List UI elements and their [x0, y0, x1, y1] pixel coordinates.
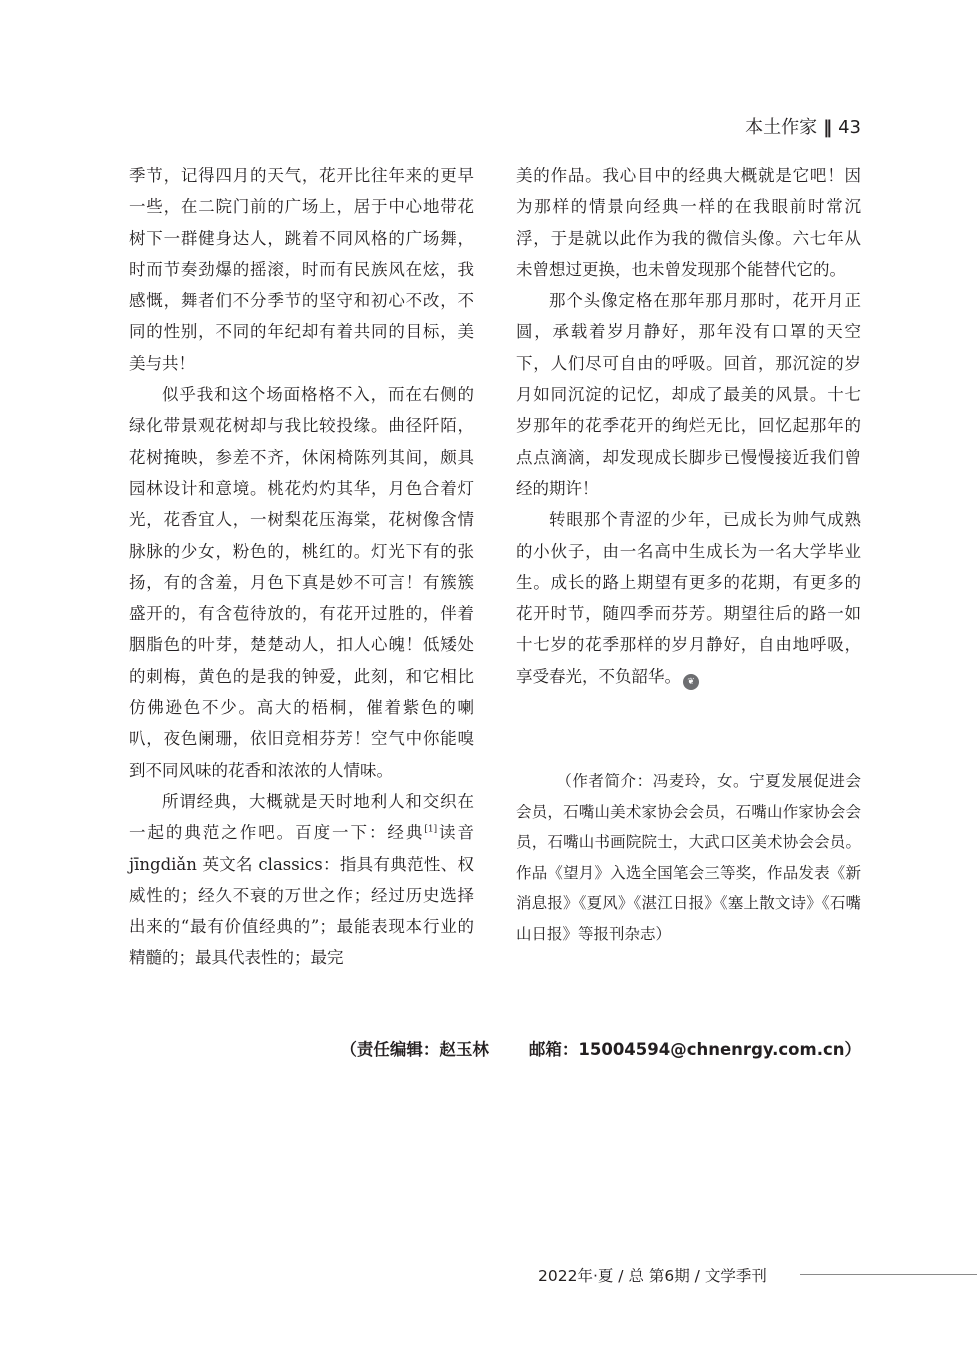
- header-separator: ‖: [823, 117, 833, 138]
- right-column: [516, 160, 861, 692]
- left-paragraph-3-text-b: 读音 jīngdiǎn 英文名 classics：指具有典范性、权威性的；经久不衰的万世之作；经过历史选择出来的“最有价值经典的”；最能表现本行业的精髓的；最具代表性的；最完: [129, 823, 475, 968]
- left-paragraph-3: [129, 786, 474, 974]
- left-paragraph-1: 季节，记得四月的天气，花开比往年来的更早一些，在二院门前的广场上，居于中心地带花树下一群健身达人，跳着不同风格的广场舞，时而节奏劲爆的摇滚，时而有民族风在炫，我感慨，舞者们不分季节的坚守和初心不改，不同的性别，不同的年纪却有着共同的目标，美美与共！: [129, 166, 474, 373]
- right-paragraph-2: 那个头像定格在那年那月那时，花开月正圆，承载着岁月静好，那年没有口罩的天空下，人们尽可自由的呼吸。回首，那沉淀的岁月如同沉淀的记忆，却成了最美的风景。十七岁那年的花季花开的绚烂无比，回忆起那年的点点滴滴，却发现成长脚步已慢慢接近我们曾经的期许！: [516, 291, 861, 498]
- editor-email: 邮箱：15004594@chnenrgy.com.cn）: [528, 1040, 861, 1059]
- left-paragraph-3-text-a: 所谓经典，大概就是天时地利人和交织在一起的典范之作吧。百度一下：经典: [129, 791, 474, 843]
- footer-rule: [800, 1274, 977, 1275]
- page-number: 43: [838, 117, 861, 138]
- footnote-marker: [1]: [424, 824, 438, 835]
- end-of-article-icon: ❦: [683, 674, 699, 690]
- page-footer: 2022年·夏 / 总 第6期 / 文学季刊: [538, 1267, 767, 1285]
- right-paragraph-1: 美的作品。我心目中的经典大概就是它吧！因为那样的情景向经典一样的在我眼前时常沉浮，于是就以此作为我的微信头像。六七年从未曾想过更换，也未曾发现那个能替代它的。: [516, 166, 861, 279]
- left-column: [129, 160, 474, 974]
- author-bio-text: （作者简介：冯麦玲，女。宁夏发展促进会会员，石嘴山美术家协会会员，石嘴山作家协会会员，石嘴山书画院院士，大武口区美术协会会员。作品《望月》入选全国笔会三等奖，作品发表《新消息报》《夏风》《湛江日报》《塞上散文诗》《石嘴山日报》等报刊杂志）: [516, 772, 861, 943]
- left-paragraph-2: 似乎我和这个场面格格不入，而在右侧的绿化带景观花树却与我比较投缘。曲径阡陌，花树掩映，参差不齐，休闲椅陈列其间，颇具园林设计和意境。桃花灼灼其华，月色合着灯光，花香宜人，一树梨花压海棠，花树像含情脉脉的少女，粉色的，桃红的。灯光下有的张扬，有的含羞，月色下真是妙不可言！有簇簇盛开的，有含苞待放的，有花开过胜的，伴着胭脂色的叶芽，楚楚动人，扣人心魄！低矮处的刺梅，黄色的是我的钟爱，此刻，和它相比仿佛逊色不少。高大的梧桐，催着紫色的喇叭，夜色阑珊，依旧竞相芬芳！空气中你能嗅到不同风味的花香和浓浓的人情味。: [129, 385, 474, 780]
- running-header: [745, 113, 861, 139]
- editor-name: （责任编辑：赵玉林: [340, 1040, 489, 1059]
- author-bio: [516, 766, 861, 949]
- right-paragraph-3: [516, 504, 861, 692]
- right-paragraph-3-text: 转眼那个青涩的少年，已成长为帅气成熟的小伙子，由一名高中生成长为一名大学毕业生。成长的路上期望有更多的花期，有更多的花开时节，随四季而芬芳。期望往后的路一如十七岁的花季那样的岁月静好，自由地呼吸，享受春光，不负韶华。: [516, 510, 861, 686]
- editor-credit: [340, 1036, 861, 1060]
- section-title: 本土作家: [745, 117, 818, 138]
